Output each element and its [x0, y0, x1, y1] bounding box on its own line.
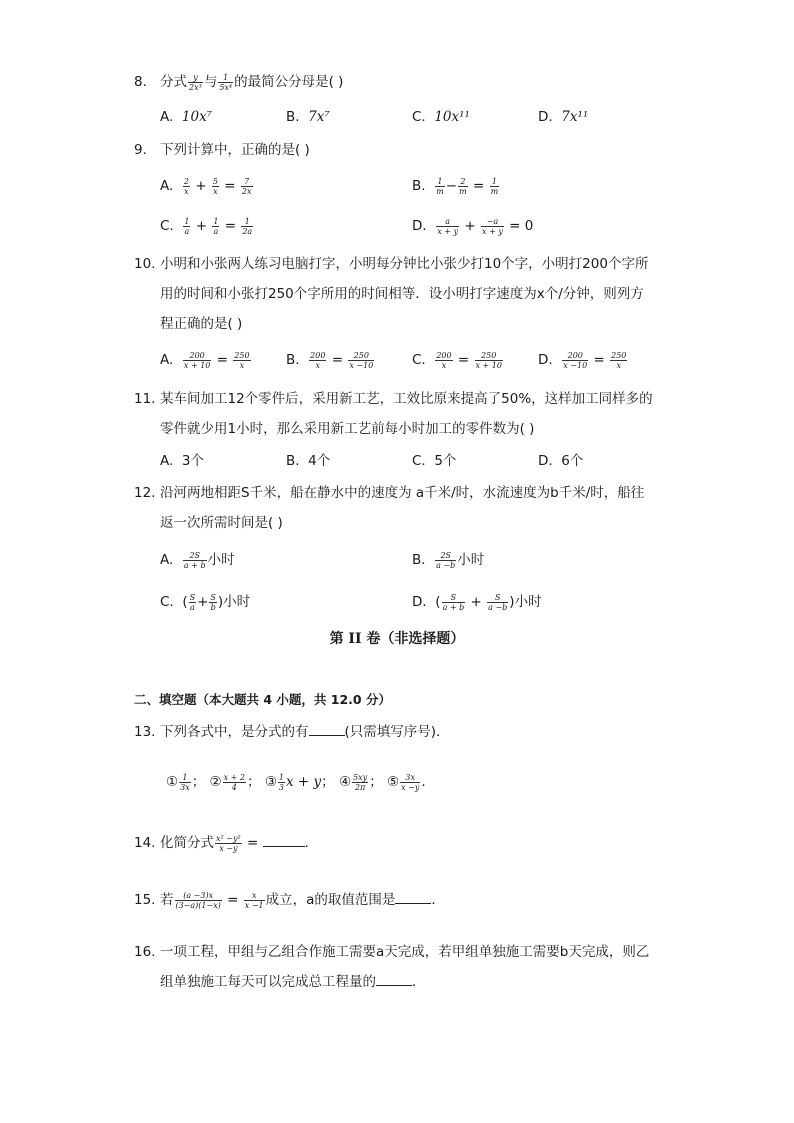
q11-option-b[interactable]: B. 4个	[286, 453, 331, 469]
q8-option-a[interactable]: A. 10x⁷	[160, 109, 213, 125]
q8-option-c[interactable]: C. 10x¹¹	[412, 109, 470, 125]
q8-stem-mid: 与	[203, 74, 218, 90]
section-2-heading: 二、填空题（本大题共 4 小题，共 12.0 分）	[134, 692, 391, 707]
q8-option-d[interactable]: D. 7x¹¹	[538, 109, 589, 125]
question-9-number: 9.	[134, 142, 147, 158]
q12-option-a[interactable]: A. $\frac{2S}{a + b}$ 小时	[160, 550, 235, 570]
q11-option-d[interactable]: D. 6个	[538, 453, 584, 469]
q8-fraction-1: $\frac{y}{\text{2x³}}$	[189, 72, 202, 92]
question-16-line-1: 一项工程，甲组与乙组合作施工需要a天完成，若甲组单独施工需要b天完成，则乙	[160, 944, 650, 960]
q11-option-a[interactable]: A. 3个	[160, 453, 204, 469]
q8-option-b[interactable]: B. 7x⁷	[286, 109, 330, 125]
q10-option-a[interactable]: A. $\frac{200}{x + 10}$ = $\frac{250}{x}$	[160, 350, 250, 370]
q16-answer-blank[interactable]	[376, 973, 412, 986]
q12-option-c[interactable]: C. ( $\frac{S}{a}$ + $\frac{S}{b}$ )小时	[160, 592, 251, 612]
q13-answer-blank[interactable]	[309, 723, 345, 736]
question-10-line-1: 小明和小张两人练习电脑打字，小明每分钟比小张少打10个字，小明打200个字所	[160, 256, 649, 272]
part-2-title: 第 II 卷（非选择题）	[329, 631, 465, 647]
q9-option-c[interactable]: C. $\frac{1}{a}$ + $\frac{1}{a}$ = $\frac{1}{2a}$	[160, 216, 253, 236]
q9-option-d[interactable]: D. $\frac{a}{x + y}$ + $\frac{-a}{x + y}$ = 0	[412, 216, 534, 236]
q12-option-b[interactable]: B. $\frac{2S}{a -b}$ 小时	[412, 550, 485, 570]
q9-option-a[interactable]: A. $\frac{2}{x}$ + $\frac{5}{x}$ = $\frac{7}{2x}$	[160, 176, 252, 196]
q9-option-b[interactable]: B. $\frac{1}{m}$ − $\frac{2}{m}$ = $\frac{1}{m}$	[412, 176, 499, 196]
question-8-number: 8.	[134, 74, 147, 90]
q8-stem-post: 的最简公分母是( )	[234, 74, 344, 90]
question-11-line-1: 某车间加工12个零件后，采用新工艺，工效比原来提高了50%，这样加工同样多的	[160, 391, 653, 407]
question-13-number: 13.	[134, 724, 156, 740]
question-9-stem: 下列计算中，正确的是( )	[160, 142, 310, 158]
question-14-stem: 化简分式 $\frac{\text{x² −y²}}{x -y}$ = ．	[160, 833, 319, 853]
question-10-line-2: 用的时间和小张打250个字所用的时间相等．设小明打字速度为x个/分钟，则列方	[160, 286, 644, 302]
question-15-number: 15.	[134, 892, 156, 908]
q14-answer-blank[interactable]	[263, 834, 305, 847]
question-15-stem: 若 $\frac{(a -3)x}{(3-a)(1-x)}$ = $\frac{x}{x -1}$ 成立，a的取值范围是 ．	[160, 890, 445, 910]
q8-fraction-2: $\frac{1}{\text{5x⁴}}$	[219, 72, 233, 92]
q12-option-d[interactable]: D. ( $\frac{S}{a + b}$ + $\frac{S}{a -b}$ )小时	[412, 592, 542, 612]
q10-option-b[interactable]: B. $\frac{200}{x}$ = $\frac{250}{x -10}$	[286, 350, 374, 370]
question-13-items: ① $\frac{1}{3x}$ ； ② $\frac{x + 2}{4}$ ； ③ $\frac{1}{3}$ x + y； ④ $\frac{5xy}{2\pi}$ ； ⑤ $\frac{3x}{x -y}$ .	[166, 772, 426, 792]
q11-option-c[interactable]: C. 5个	[412, 453, 457, 469]
q8-stem-pre: 分式	[160, 74, 187, 90]
question-12-line-1: 沿河两地相距S千米，船在静水中的速度为 a千米/时，水流速度为b千米/时，船往	[160, 485, 645, 501]
question-13-stem: 下列各式中，是分式的有 (只需填写序号)．	[160, 724, 450, 740]
q15-answer-blank[interactable]	[395, 891, 431, 904]
question-16-number: 16.	[134, 944, 156, 960]
question-12-number: 12.	[134, 485, 156, 501]
q10-option-c[interactable]: C. $\frac{200}{x}$ = $\frac{250}{x + 10}$	[412, 350, 502, 370]
q10-option-d[interactable]: D. $\frac{200}{x -10}$ = $\frac{250}{x}$	[538, 350, 627, 370]
question-10-line-3: 程正确的是( )	[160, 316, 243, 332]
question-16-line-2: 组单独施工每天可以完成总工程量的 ．	[160, 974, 426, 990]
question-14-number: 14.	[134, 835, 156, 851]
question-11-line-2: 零件就少用1小时，那么采用新工艺前每小时加工的零件数为( )	[160, 421, 535, 437]
question-8-stem	[160, 72, 343, 92]
question-11-number: 11.	[134, 391, 156, 407]
question-12-line-2: 返一次所需时间是( )	[160, 515, 283, 531]
question-10-number: 10.	[134, 256, 156, 272]
